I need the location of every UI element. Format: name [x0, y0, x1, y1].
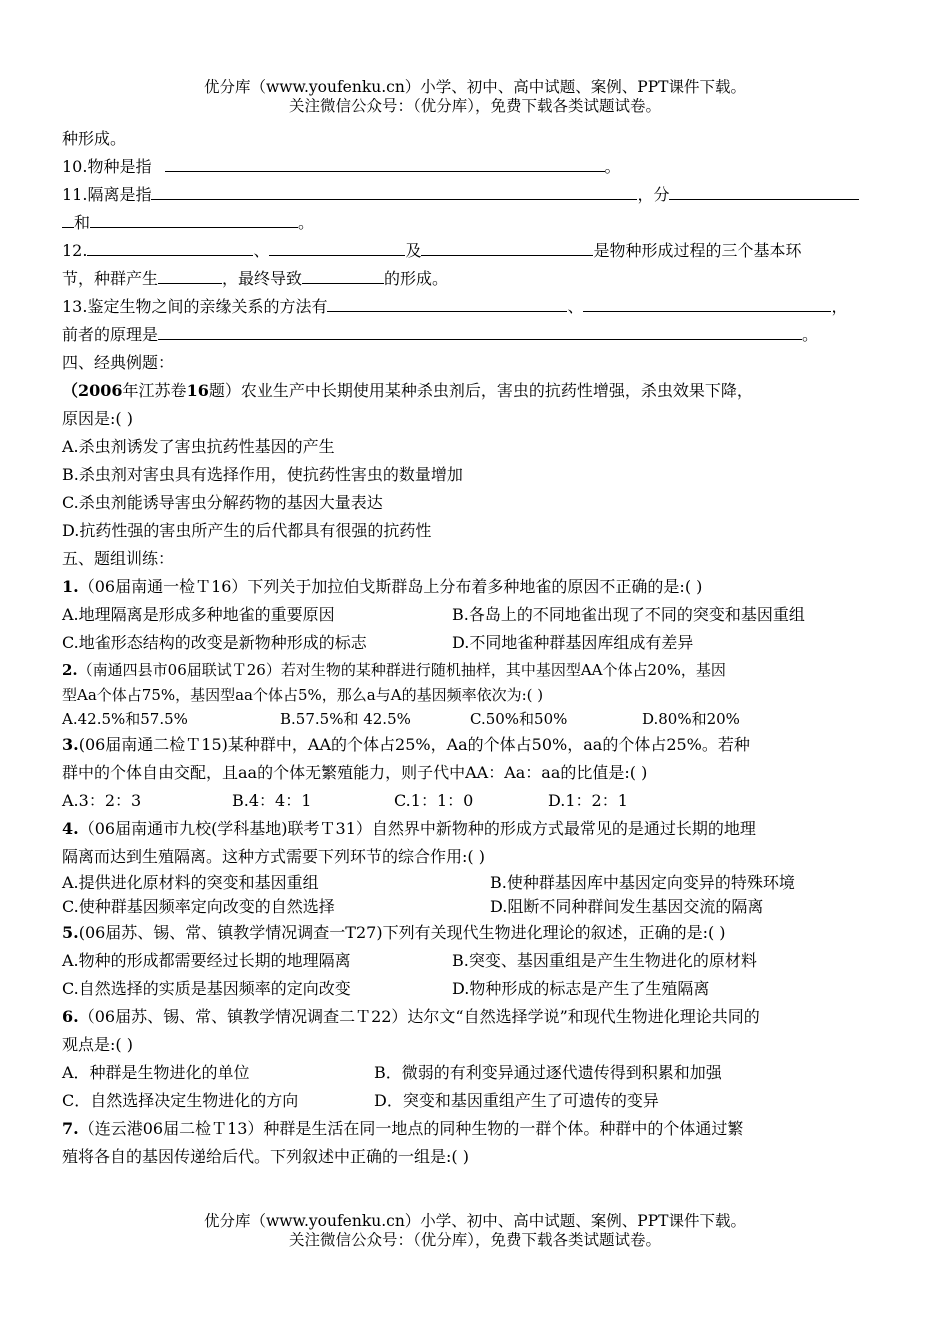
q5-options-ab: A.物种的形成都需要经过长期的地理隔离 B.突变、基因重组是产生生物进化的原材料 [62, 951, 757, 970]
q2-stem: 2.（南通四县市06届联试Ｔ26）若对生物的某种群进行随机抽样，其中基因型AA个体占20%，基因 [62, 661, 726, 679]
question-12-cont: 节，种群产生 ，最终导致 的形成。 [62, 265, 894, 293]
q1-stem: 1.（06届南通一检Ｔ16）下列关于加拉伯戈斯群岛上分布着多种地雀的原因不正确的是:( ) [62, 577, 703, 596]
question-11: 11.隔离是指 ，分 [62, 181, 894, 209]
footer-line-1: 优分库（www.youfenku.cn）小学、初中、高中试题、案例、PPT课件下载。 [203, 1212, 747, 1230]
blank[interactable] [669, 182, 859, 200]
q2-stem-cont: 型Aa个体占75%，基因型aa个体占5%，那么a与A的基因频率依次为:( ) [62, 686, 544, 704]
blank[interactable] [62, 210, 74, 228]
continued-line: 种形成。 [62, 129, 127, 148]
q4-stem-cont: 隔离而达到生殖隔离。这种方式需要下列环节的综合作用:( ) [62, 847, 485, 866]
blank[interactable] [158, 266, 222, 284]
q3-options: A.3：2：3 B.4：4：1 C.1：1：0 D.1：2：1 [62, 791, 628, 810]
example-option-b: B.杀虫剂对害虫具有选择作用，使抗药性害虫的数量增加 [62, 465, 463, 484]
example-question-cont: 原因是:( ) [62, 409, 133, 428]
blank[interactable] [158, 322, 802, 340]
section-4-title: 四、经典例题： [62, 353, 175, 372]
q4-options-ab: A.提供进化原材料的突变和基因重组 B.使种群基因库中基因定向变异的特殊环境 [62, 873, 795, 892]
example-option-d: D.抗药性强的害虫所产生的后代都具有很强的抗药性 [62, 521, 432, 540]
blank[interactable] [327, 294, 567, 312]
question-12: 12. 、 及 是物种形成过程的三个基本环 [62, 237, 894, 265]
blank[interactable] [151, 182, 637, 200]
q3-stem: 3.(06届南通二检Ｔ15)某种群中，AA的个体占25%，Aa的个体占50%，aa的个体占25%。若种 [62, 735, 750, 754]
example-option-c: C.杀虫剂能诱导害虫分解药物的基因大量表达 [62, 493, 383, 512]
page-footer [0, 1212, 950, 1250]
header-line-2: 关注微信公众号：（优分库），免费下载各类试题试卷。 [288, 97, 661, 115]
q4-stem: 4.（06届南通市九校(学科基地)联考Ｔ31）自然界中新物种的形成方式最常见的是通过长期的地理 [62, 819, 756, 838]
example-option-a: A.杀虫剂诱发了害虫抗药性基因的产生 [62, 437, 335, 456]
q6-stem: 6.（06届苏、锡、常、镇教学情况调查二Ｔ22）达尔文“自然选择学说”和现代生物进化理论共同的 [62, 1007, 760, 1026]
document-body [62, 125, 894, 1171]
header-line-1: 优分库（www.youfenku.cn）小学、初中、高中试题、案例、PPT课件下载。 [203, 78, 747, 96]
q7-stem: 7.（连云港06届二检Ｔ13）种群是生活在同一地点的同种生物的一群个体。种群中的个体通过繁 [62, 1119, 744, 1138]
question-11-cont: 和 。 [62, 209, 894, 237]
q6-options-ab: A．种群是生物进化的单位 B．微弱的有利变异通过逐代遗传得到积累和加强 [62, 1063, 722, 1082]
section-5-title: 五、题组训练： [62, 549, 175, 568]
question-10: 10.物种是指 。 [62, 153, 894, 181]
q4-options-cd: C.使种群基因频率定向改变的自然选择 D.阻断不同种群间发生基因交流的隔离 [62, 897, 764, 916]
q5-options-cd: C.自然选择的实质是基因频率的定向改变 D.物种形成的标志是产生了生殖隔离 [62, 979, 710, 998]
q5-stem: 5.(06届苏、锡、常、镇教学情况调查一T27)下列有关现代生物进化理论的叙述，正确的是:( ) [62, 923, 726, 942]
blank[interactable] [583, 294, 831, 312]
q6-stem-cont: 观点是:( ) [62, 1035, 133, 1054]
q3-stem-cont: 群中的个体自由交配，且aa的个体无繁殖能力，则子代中AA：Aa：aa的比值是:( ) [62, 763, 648, 782]
q7-stem-cont: 殖将各自的基因传递给后代。下列叙述中正确的一组是:( ) [62, 1147, 469, 1166]
example-question: （2006年江苏卷16题）农业生产中长期使用某种杀虫剂后，害虫的抗药性增强，杀虫效果下降， [62, 381, 753, 400]
page-header [0, 78, 950, 116]
blank[interactable] [302, 266, 384, 284]
blank[interactable] [421, 238, 593, 256]
blank[interactable] [90, 210, 298, 228]
footer-line-2: 关注微信公众号：（优分库），免费下载各类试题试卷。 [288, 1231, 661, 1249]
blank[interactable] [269, 238, 405, 256]
question-13-cont: 前者的原理是 。 [62, 321, 894, 349]
q6-options-cd: C．自然选择决定生物进化的方向 D．突变和基因重组产生了可遗传的变异 [62, 1091, 659, 1110]
blank[interactable] [87, 238, 253, 256]
blank[interactable] [165, 154, 605, 172]
question-13: 13.鉴定生物之间的亲缘关系的方法有 、 ， [62, 293, 894, 321]
q2-options: A.42.5%和57.5% B.57.5%和 42.5% C.50%和50% D.80%和20% [62, 710, 740, 728]
q1-options-cd: C.地雀形态结构的改变是新物种形成的标志 D.不同地雀种群基因库组成有差异 [62, 633, 694, 652]
q1-options-ab: A.地理隔离是形成多种地雀的重要原因 B.各岛上的不同地雀出现了不同的突变和基因重组 [62, 605, 805, 624]
